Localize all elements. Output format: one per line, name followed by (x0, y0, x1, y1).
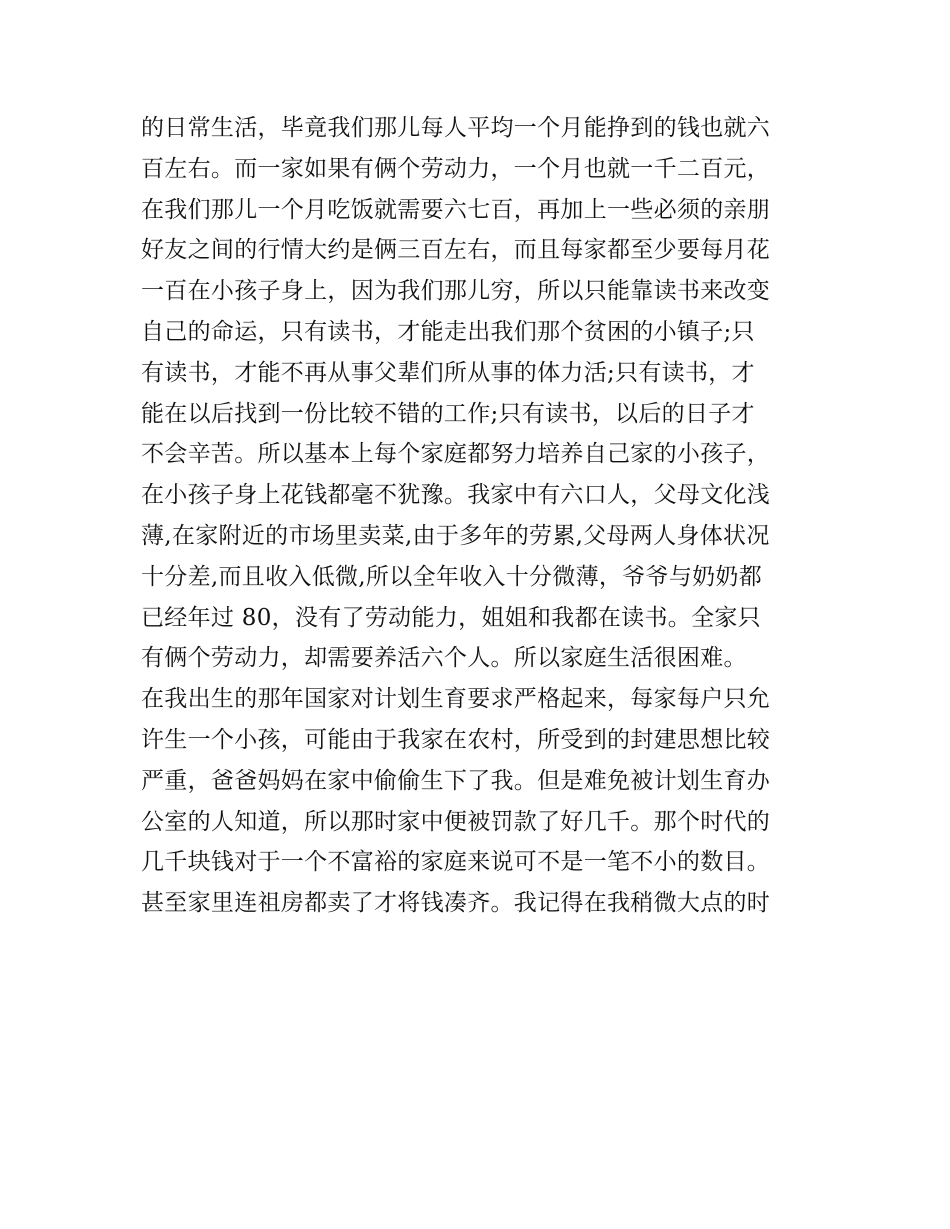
text-line: 在小孩子身上花钱都毫不犹豫。我家中有六口人，父母文化浅 (141, 482, 771, 509)
text-line: 几千块钱对于一个不富裕的家庭来说可不是一笔不小的数目。 (141, 849, 771, 876)
text-line: 能在以后找到一份比较不错的工作;只有读书，以后的日子才 (141, 400, 755, 427)
text-line: 在我出生的那年国家对计划生育要求严格起来，每家每户只允 (141, 686, 771, 713)
body-text (141, 108, 821, 924)
text-line: 严重，爸爸妈妈在家中偷偷生下了我。但是难免被计划生育办 (141, 767, 771, 794)
text-line: 不会辛苦。所以基本上每个家庭都努力培养自己家的小孩子， (141, 441, 771, 468)
text-line: 自己的命运，只有读书，才能走出我们那个贫困的小镇子;只 (141, 318, 755, 345)
text-line: 薄,在家附近的市场里卖菜,由于多年的劳累,父母两人身体状况 (141, 522, 770, 549)
text-line: 有读书，才能不再从事父辈们所从事的体力活;只有读书，才 (141, 359, 755, 386)
text-line: 甚至家里连祖房都卖了才将钱凑齐。我记得在我稍微大点的时 (141, 890, 771, 917)
text-line: 一百在小孩子身上，因为我们那儿穷，所以只能靠读书来改变 (141, 278, 771, 305)
text-line: 好友之间的行情大约是俩三百左右，而且每家都至少要每月花 (141, 237, 771, 264)
text-line: 在我们那儿一个月吃饭就需要六七百，再加上一些必须的亲朋 (141, 196, 771, 223)
text-line: 的日常生活，毕竟我们那儿每人平均一个月能挣到的钱也就六 (141, 115, 771, 141)
text-line: 许生一个小孩，可能由于我家在农村，所受到的封建思想比较 (141, 726, 771, 753)
text-line: 公室的人知道，所以那时家中便被罚款了好几千。那个时代的 (141, 808, 771, 835)
text-line: 十分差,而且收入低微,所以全年收入十分微薄，爷爷与奶奶都 (141, 563, 763, 590)
text-line: 有俩个劳动力，却需要养活六个人。所以家庭生活很困难。 (141, 645, 747, 672)
text-line: 百左右。而一家如果有俩个劳动力，一个月也就一千二百元， (141, 155, 771, 182)
text-line: 已经年过 80，没有了劳动能力，姐姐和我都在读书。全家只 (141, 604, 761, 631)
